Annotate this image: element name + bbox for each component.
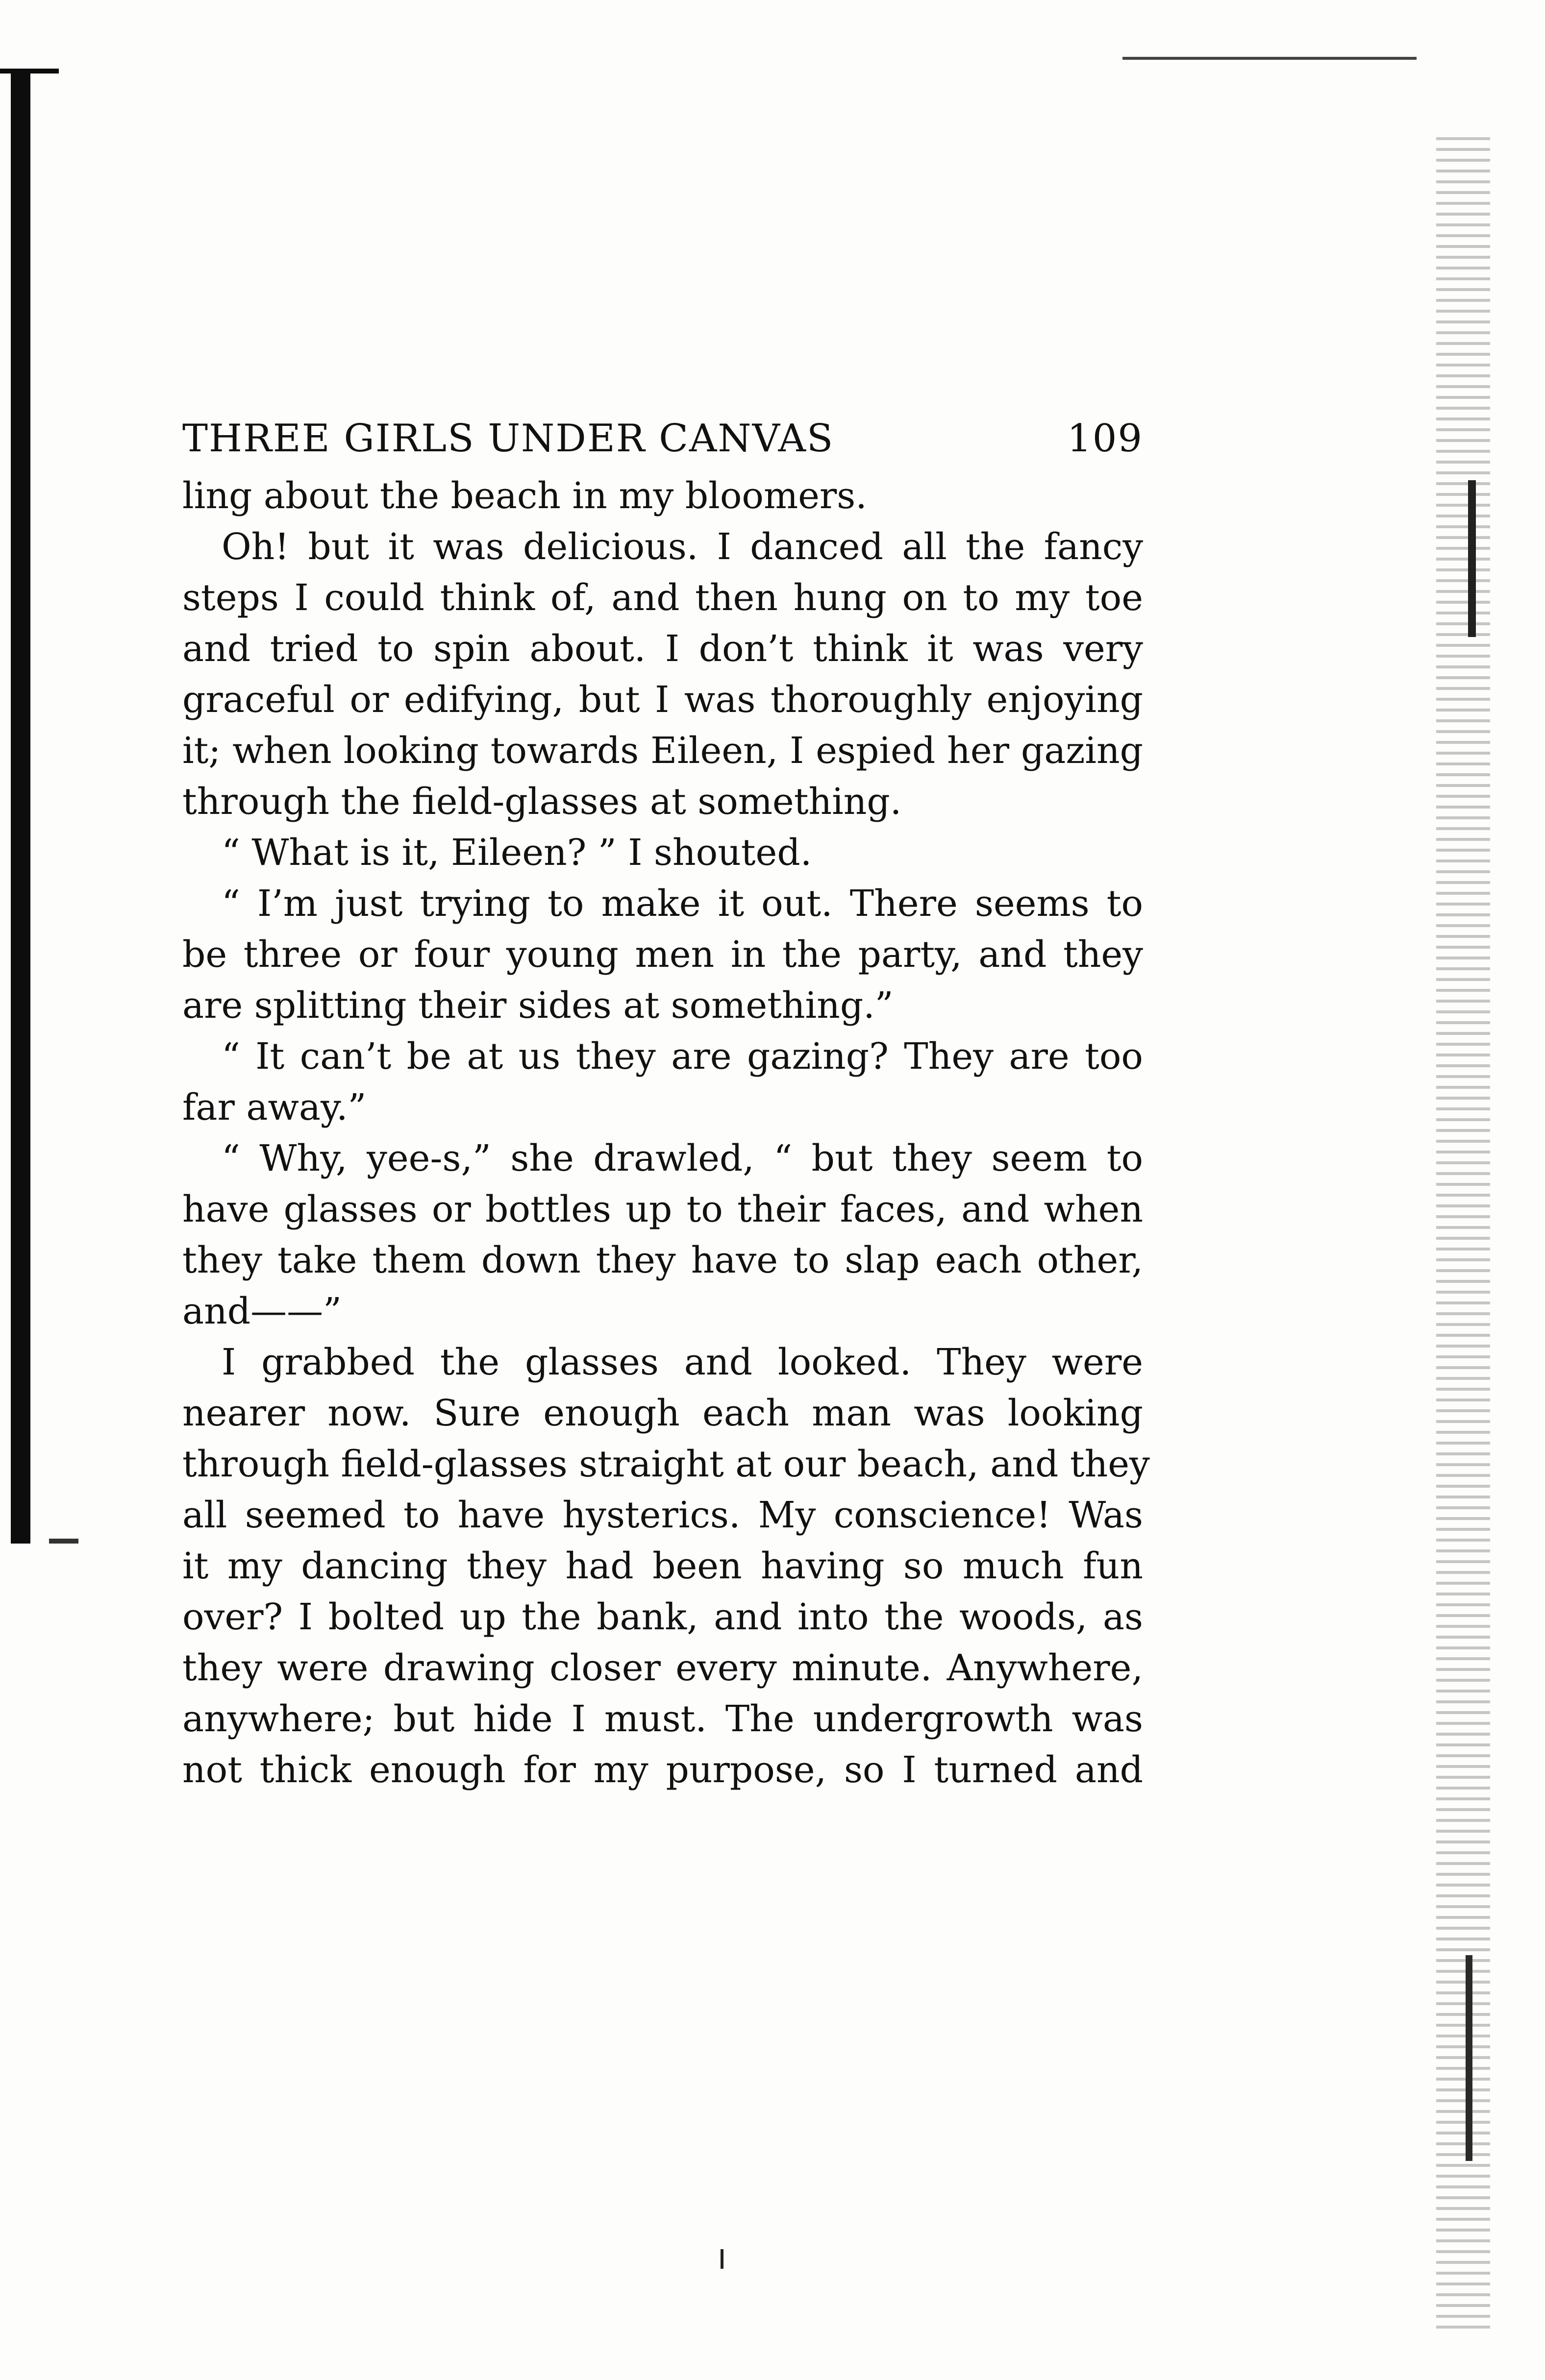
text-line: Oh! but it was delicious. I danced all the fancy [222, 526, 1143, 568]
scan-binding-shadow [11, 69, 30, 1544]
scan-edge-shadow-lower [1466, 1955, 1472, 2161]
text-line: “ Why, yee-s,” she drawled, “ but they seem to [222, 1137, 1143, 1179]
text-line: it; when looking towards Eileen, I espied her gazing [182, 730, 1143, 772]
page-number: 109 [1067, 417, 1143, 461]
scan-top-rule [1122, 57, 1417, 60]
text-line: not thick enough for my purpose, so I turned and [182, 1749, 1143, 1791]
text-line: graceful or edifying, but I was thoroughly enjoying [182, 679, 1143, 721]
text-line: “ I’m just trying to make it out. There seems to [222, 883, 1143, 925]
text-line: steps I could think of, and then hung on to my toe [182, 577, 1143, 619]
text-line: and tried to spin about. I don’t think it was very [182, 628, 1143, 670]
scan-edge-mark [49, 1539, 78, 1544]
text-line: and——” [182, 1290, 342, 1332]
text-line: over? I bolted up the bank, and into the woods, as [182, 1596, 1143, 1638]
text-block [182, 407, 1150, 1795]
text-line: “ What is it, Eileen? ” I shouted. [222, 832, 812, 874]
text-line: all seemed to have hysterics. My conscience! Was [182, 1494, 1143, 1536]
text-line: nearer now. Sure enough each man was looking [182, 1392, 1143, 1434]
text-line: they take them down they have to slap each other, [182, 1239, 1143, 1281]
running-header [182, 407, 1143, 470]
text-line: be three or four young men in the party, and they [182, 933, 1143, 976]
text-line: through field-glasses straight at our beach, and they [182, 1443, 1150, 1485]
text-line: it my dancing they had been having so much fun [182, 1545, 1143, 1587]
scan-page-edge [1436, 137, 1490, 2332]
body-text [182, 470, 1150, 1795]
running-title: THREE GIRLS UNDER CANVAS [182, 417, 834, 461]
text-line: through the field-glasses at something. [182, 781, 902, 823]
text-line: anywhere; but hide I must. The undergrowth was [182, 1698, 1143, 1740]
text-line: they were drawing closer every minute. Anywhere, [182, 1647, 1143, 1689]
scan-footer-mark [721, 2249, 723, 2269]
text-line: ling about the beach in my bloomers. [182, 475, 867, 517]
text-line: are splitting their sides at something.” [182, 984, 894, 1027]
text-line: have glasses or bottles up to their faces, and when [182, 1188, 1143, 1230]
text-line: “ It can’t be at us they are gazing? They are too [222, 1035, 1143, 1078]
scan-edge-shadow [1468, 480, 1476, 637]
text-line: far away.” [182, 1086, 367, 1129]
scan-corner-mark [0, 69, 59, 74]
text-line: I grabbed the glasses and looked. They were [222, 1341, 1143, 1383]
